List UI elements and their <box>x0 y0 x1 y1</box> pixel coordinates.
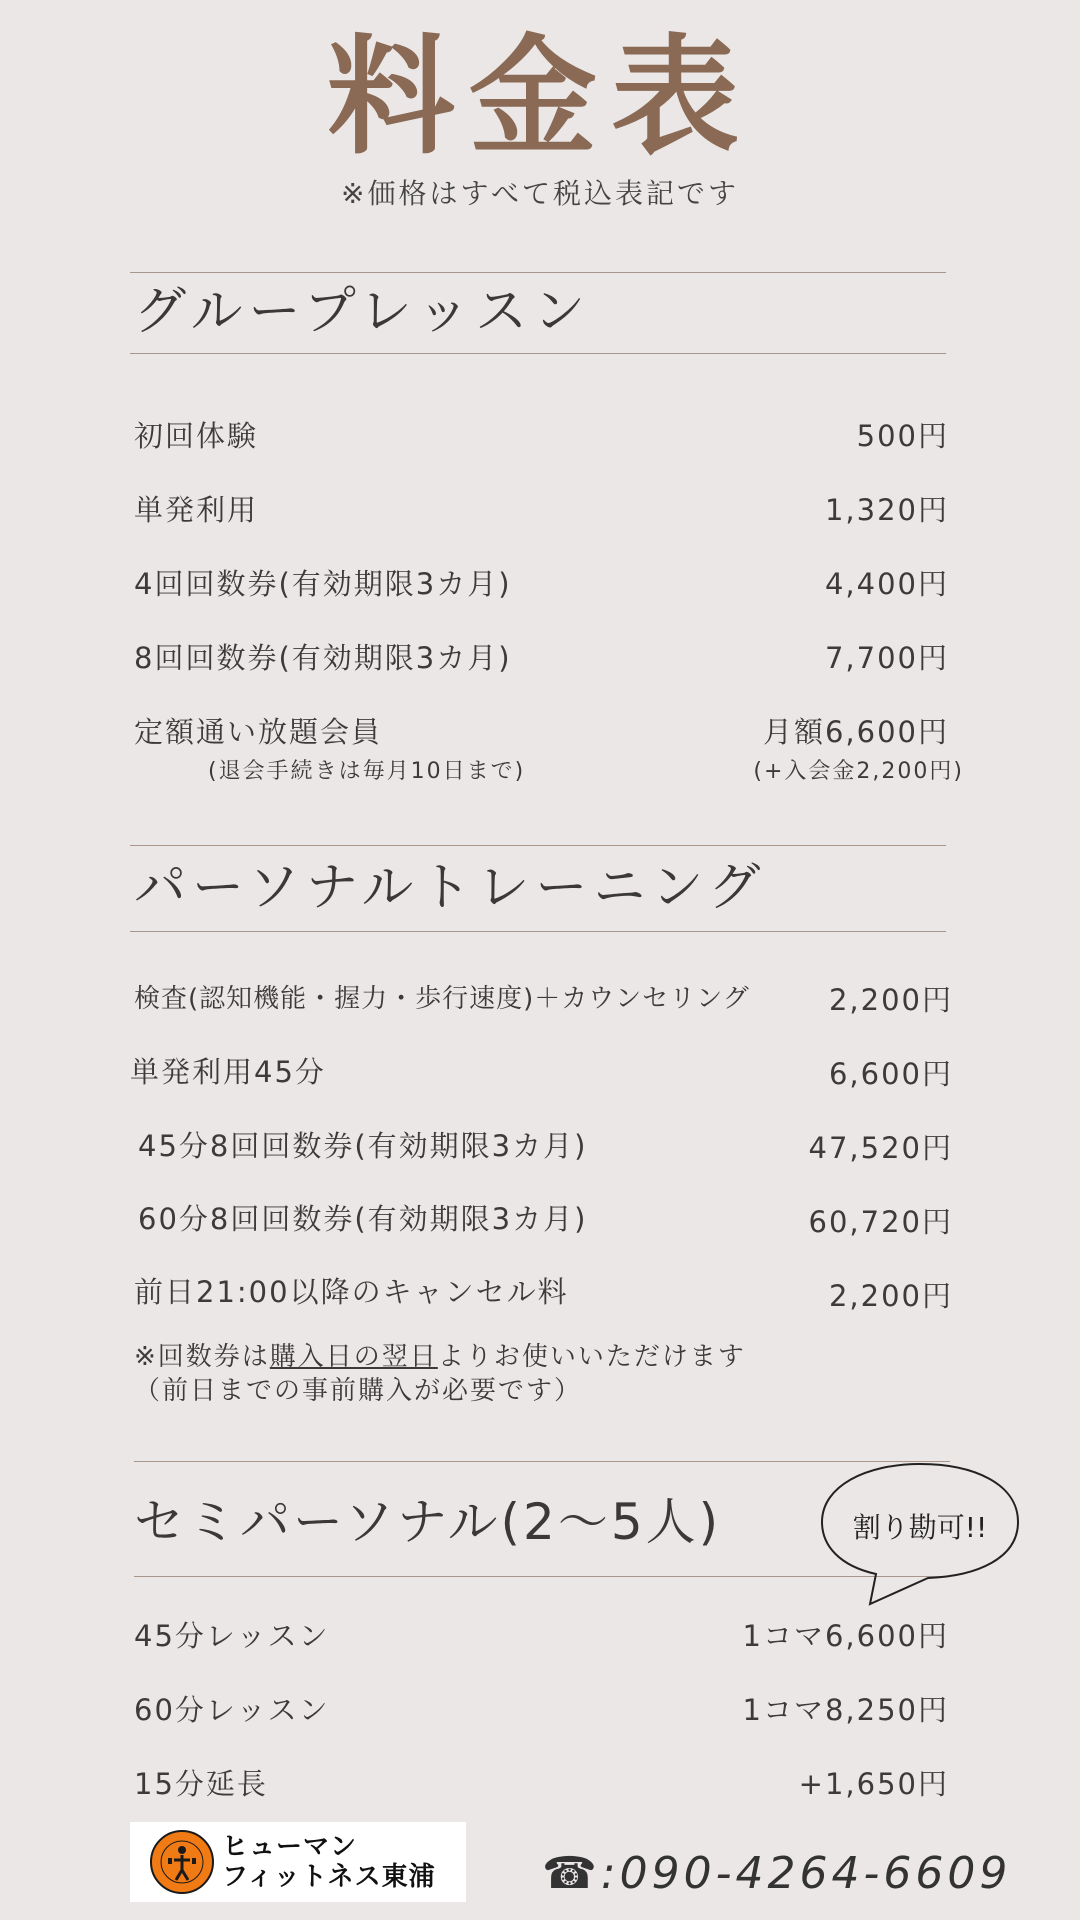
page-title: 料金表 <box>326 23 753 172</box>
ticket-note-emphasis: 購入日の翌日 <box>269 1342 438 1372</box>
price-label: 4回回数券(有効期限3カ月) <box>134 567 512 601</box>
divider <box>130 931 946 932</box>
ticket-note-prefix: ※回数券は <box>134 1342 270 1372</box>
price-value: 1コマ6,600円 <box>742 1619 949 1653</box>
price-label: 検査(認知機能・握力・歩行速度)＋カウンセリング <box>134 984 750 1014</box>
divider <box>130 272 946 273</box>
price-value: 6,600円 <box>828 1057 953 1091</box>
ticket-note-line2: （前日までの事前購入が必要です） <box>134 1376 583 1406</box>
price-label: 前日21:00以降のキャンセル料 <box>134 1275 569 1309</box>
price-label: 45分レッスン <box>134 1619 330 1653</box>
price-value: +1,650円 <box>798 1767 949 1801</box>
price-label: 60分レッスン <box>134 1693 330 1727</box>
price-label: 45分8回回数券(有効期限3カ月) <box>138 1129 588 1163</box>
tax-note: ※価格はすべて税込表記です <box>341 177 739 210</box>
gym-name <box>222 1832 436 1892</box>
price-value: 月額6,600円 <box>762 715 949 749</box>
price-label: 定額通い放題会員 <box>134 715 383 749</box>
price-label: 単発利用45分 <box>130 1055 326 1089</box>
price-label: 60分8回回数券(有効期限3カ月) <box>138 1202 588 1236</box>
split-bill-text: 割り勘可!! <box>852 1511 988 1544</box>
price-value: 4,400円 <box>824 567 949 601</box>
price-label: 単発利用 <box>134 493 259 527</box>
gym-name-line1: ヒューマン <box>222 1832 358 1862</box>
price-subnote: (退会手続きは毎月10日まで) <box>208 759 526 784</box>
phone-text: :090-4264-6609 <box>600 1848 1012 1899</box>
divider <box>130 353 946 354</box>
price-label: 初回体験 <box>134 419 259 453</box>
phone-icon: ☎ <box>542 1848 601 1899</box>
price-value: 2,200円 <box>828 983 953 1017</box>
gym-name-line2: フィットネス東浦 <box>222 1862 436 1892</box>
ticket-note-suffix: よりお使いいただけます <box>437 1342 746 1372</box>
section-title-personal-training: パーソナルトレーニング <box>134 858 767 918</box>
price-subnote: (+入会金2,200円) <box>753 759 964 784</box>
phone-number[interactable] <box>542 1848 1011 1899</box>
ticket-note <box>134 1340 746 1408</box>
price-value: 47,520円 <box>808 1131 953 1165</box>
price-value: 500円 <box>856 419 949 453</box>
price-value: 1コマ8,250円 <box>742 1693 949 1727</box>
section-title-group-lesson: グループレッスン <box>134 282 592 342</box>
section-title-semi-personal: セミパーソナル(2〜5人) <box>134 1493 722 1551</box>
gym-logo-icon <box>150 1830 214 1894</box>
price-label: 8回回数券(有効期限3カ月) <box>134 641 512 675</box>
price-value: 7,700円 <box>824 641 949 675</box>
price-value: 60,720円 <box>808 1205 953 1239</box>
divider <box>130 845 946 846</box>
price-value: 2,200円 <box>828 1279 953 1313</box>
price-label: 15分延長 <box>134 1767 268 1801</box>
price-value: 1,320円 <box>824 493 949 527</box>
